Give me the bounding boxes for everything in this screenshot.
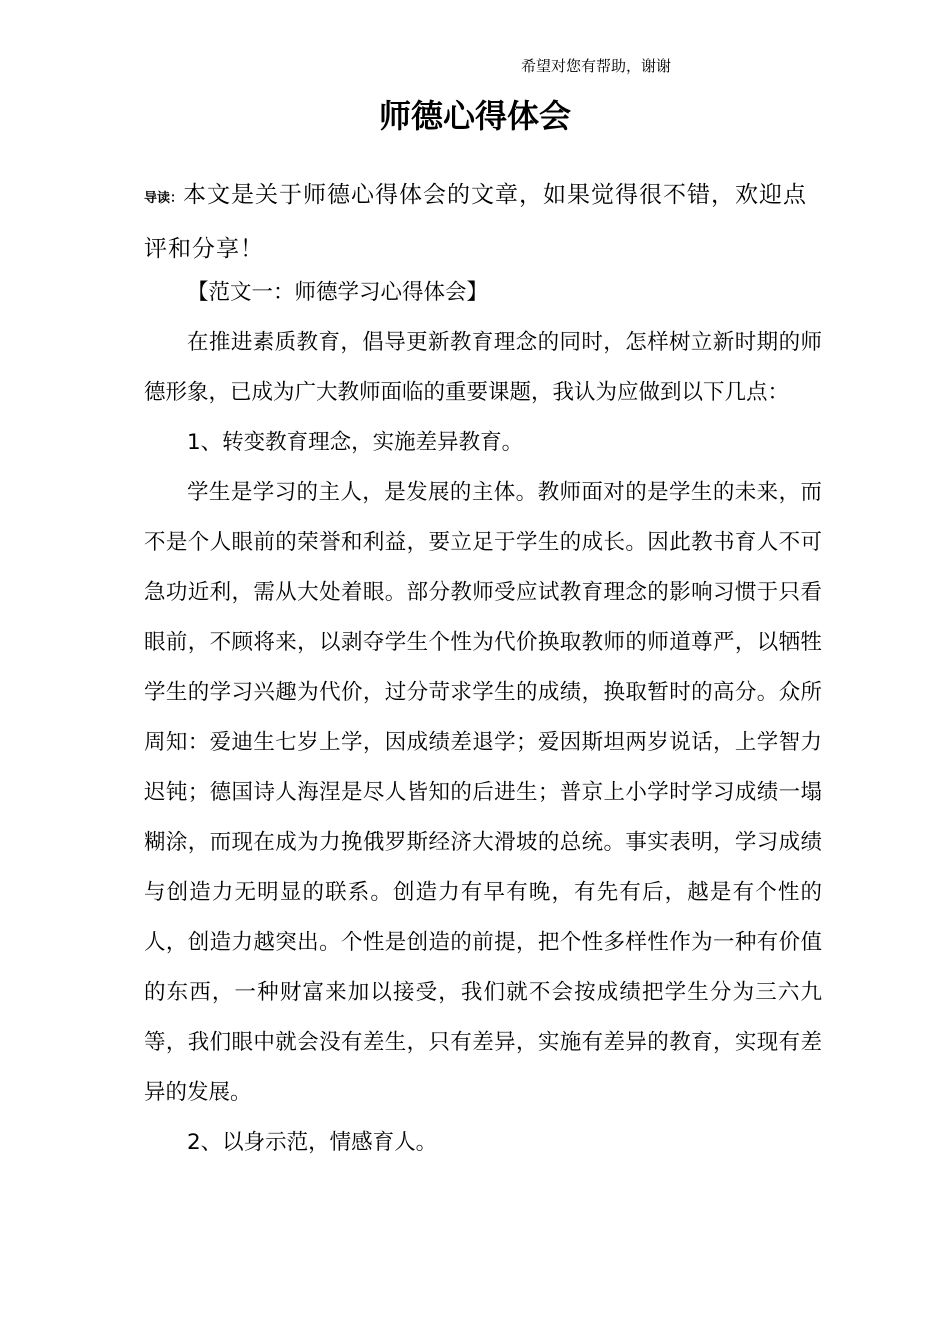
body-paragraph: 学生是学习的主人，是发展的主体。教师面对的是学生的未来，而不是个人眼前的荣誉和利益，要立足于学生的成长。因此教书育人不可急功近利，需从大处着眼。部分教师受应试教育理念的影响习惯于只看眼前，不顾将来，以剥夺学生个性为代价换取教师的师道尊严，以牺牲学生的学习兴趣为代价，过分苛求学生的成绩，换取暂时的高分。众所周知：爱迪生七岁上学，因成绩差退学；爱因斯坦两岁说话，上学智力迟钝；德国诗人海涅是尽人皆知的后进生；普京上小学时学习成绩一塌糊涂，而现在成为力挽俄罗斯经济大滑坡的总统。事实表明，学习成绩与创造力无明显的联系。创造力有早有晚，有先有后，越是有个性的人，创造力越突出。个性是创造的前提，把个性多样性作为一种有价值的东西，一种财富来加以接受，我们就不会按成绩把学生分为三六九等，我们眼中就会没有差生，只有差异，实施有差异的教育，实现有差异的发展。 (144, 480, 822, 1105)
intro-text: 本文是关于师德心得体会的文章，如果觉得很不错，欢迎点评和分享！ (144, 182, 808, 262)
point-heading: 1、转变教育理念，实施差异教育。 (187, 430, 524, 455)
header-note: 希望对您有帮助，谢谢 (521, 57, 672, 75)
section-heading: 【范文一：师德学习心得体会】 (187, 280, 489, 305)
point-heading: 2、以身示范，情感育人。 (187, 1130, 438, 1155)
intro-paragraph (144, 170, 820, 274)
document-title: 师德心得体会 (378, 97, 571, 135)
document-body (144, 268, 822, 1168)
intro-label: 导读： (144, 191, 184, 206)
body-paragraph: 在推进素质教育，倡导更新教育理念的同时，怎样树立新时期的师德形象，已成为广大教师面临的重要课题，我认为应做到以下几点： (144, 330, 822, 405)
